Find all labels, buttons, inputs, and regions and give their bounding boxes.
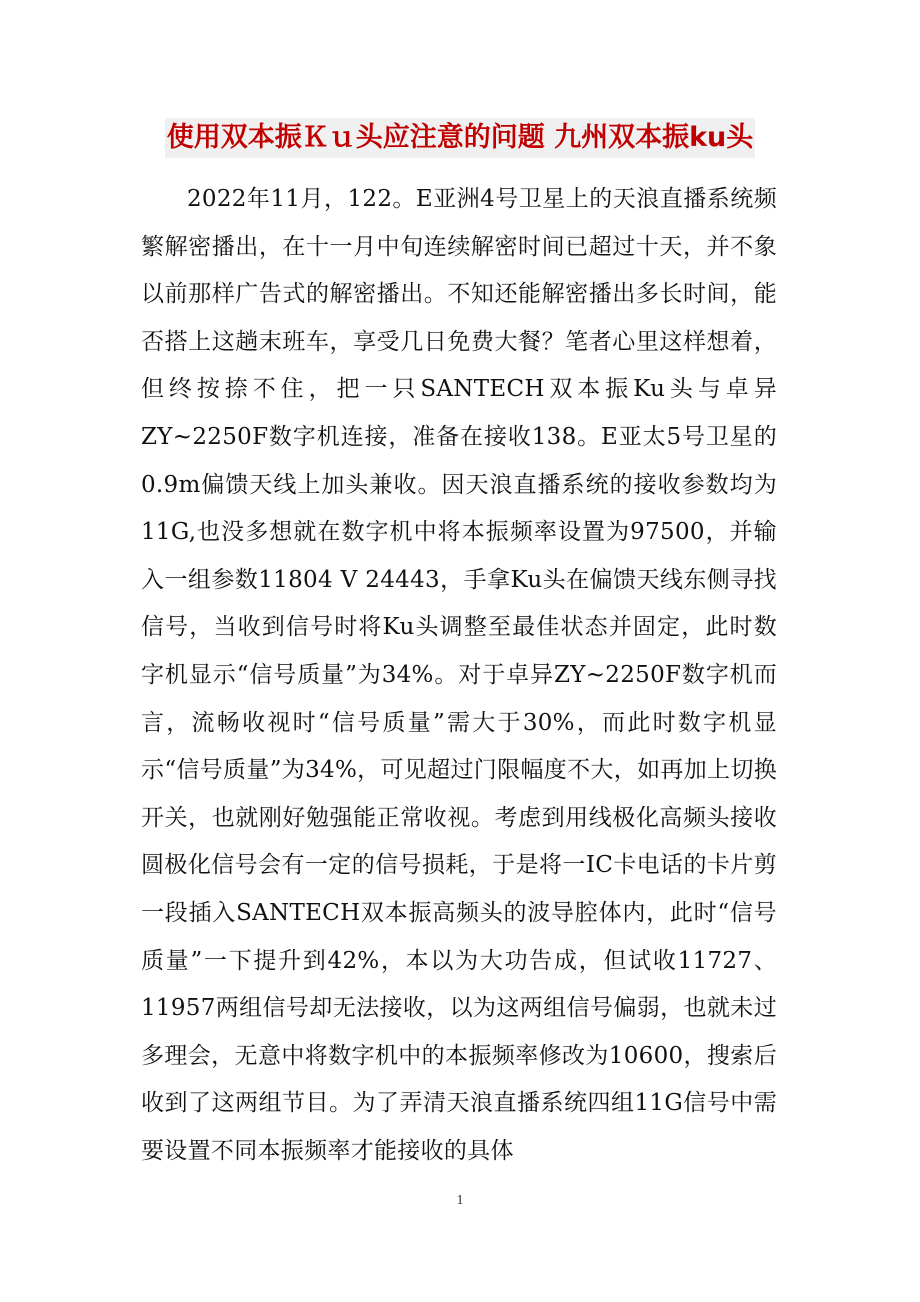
document-title [0, 116, 920, 158]
page-number: 1 [456, 1193, 464, 1208]
document-title-text: 使用双本振Ｋｕ头应注意的问题 九州双本振ku头 [165, 118, 756, 158]
body-paragraph: 2022年11月，122。E亚洲4号卫星上的天浪直播系统频繁解密播出，在十一月中旬连续解密时间已超过十天，并不象以前那样广告式的解密播出。不知还能解密播出多长时间，能否搭上这趟末班车，享受几日免费大餐？笔者心里这样想着，但终按捺不住，把一只SANTECH双本振Ku头与卓异ZY~2250F数字机连接，准备在接收138。E亚太5号卫星的0.9m偏馈天线上加头兼收。因天浪直播系统的接收参数均为11G,也没多想就在数字机中将本振频率设置为97500，并输入一组参数11804 V 24443，手拿Ku头在偏馈天线东侧寻找信号，当收到信号时将Ku头调整至最佳状态并固定，此时数字机显示“信号质量”为34%。对于卓异ZY~2250F数字机而言，流畅收视时“信号质量”需大于30%，而此时数字机显示“信号质量”为34%，可见超过门限幅度不大，如再加上切换开关，也就刚好勉强能正常收视。考虑到用线极化高频头接收圆极化信号会有一定的信号损耗，于是将一IC卡电话的卡片剪一段插入SANTECH双本振高频头的波导腔体内，此时“信号质量”一下提升到42%，本以为大功告成，但试收11727、11957两组信号却无法接收，以为这两组信号偏弱，也就未过多理会，无意中将数字机中的本振频率修改为10600，搜索后收到了这两组节目。为了弄清天浪直播系统四组11G信号中需要设置不同本振频率才能接收的具体 [141, 186, 777, 1164]
